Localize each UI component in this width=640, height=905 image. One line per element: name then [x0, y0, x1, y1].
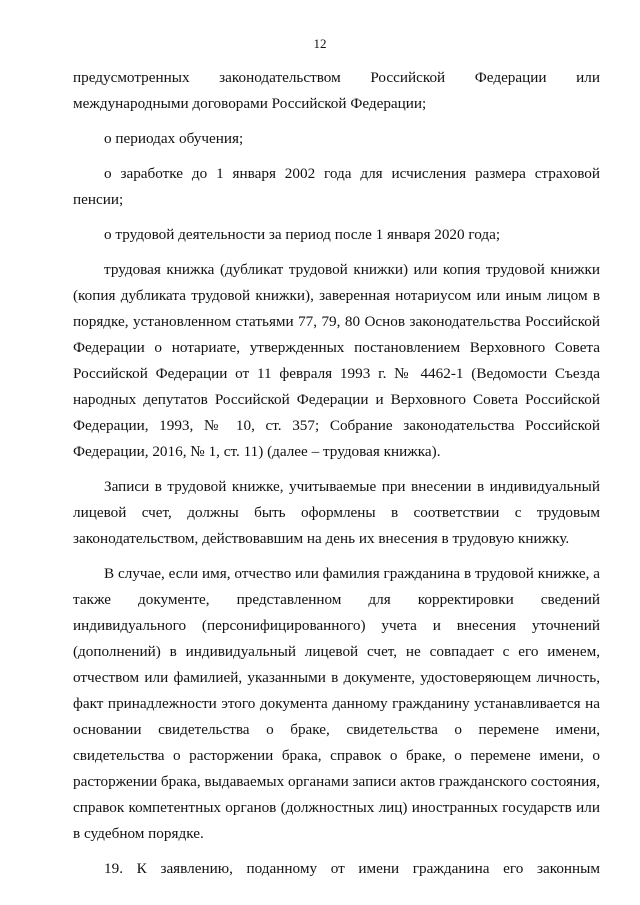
paragraph-name-mismatch: В случае, если имя, отчество или фамилия гражданина в трудовой книжке, а также документе, представленном для корректировки сведений индивидуального (персонифицированного) учета и внесения уточнений (дополнений) в индивидуальный лицевой счет, не совпадает с его именем, отчеством или фамилией, указанными в документе, удостоверяющем личность, факт принадлежности этого документа данному гражданину устанавливается на основании свидетельства о браке, свидетельства о перемене имени, свидетельства о расторжении брака, справок о браке, о перемене имени, о расторжении брака, выдаваемых органами записи актов гражданского состояния, справок компетентных органов (должностных лиц) иностранных государств или в судебном порядке.: [73, 565, 600, 842]
page-number: 12: [313, 36, 327, 51]
paragraph-work-book-records: Записи в трудовой книжке, учитываемые при внесении в индивидуальный лицевой счет, должны быть оформлены в соответствии с трудовым законодательством, действовавшим на день их внесения в трудовую книжку.: [73, 478, 600, 547]
paragraph-work-book: трудовая книжка (дубликат трудовой книжки) или копия трудовой книжки (копия дубликата трудовой книжки), заверенная нотариусом или иным лицом в порядке, установленном статьями 77, 79, 80 Основ законодательства Российской Федерации о нотариате, утвержденных постановлением Верховного Совета Российской Федерации от 11 февраля 1993 г. № 4462-1 (Ведомости Съезда народных депутатов Российской Федерации и Верховного Совета Российской Федерации, 1993, № 10, ст. 357; Собрание законодательства Российской Федерации, 2016, № 1, ст. 11) (далее – трудовая книжка).: [73, 261, 600, 460]
document-body: [73, 65, 600, 891]
paragraph-labor-activity-2020: о трудовой деятельности за период после 1 января 2020 года;: [104, 226, 501, 243]
paragraph-study-periods: о периодах обучения;: [104, 130, 244, 147]
paragraph-item-19: 19. К заявлению, поданному от имени гражданина его законным: [104, 860, 600, 877]
paragraph-continuation: предусмотренных законодательством Российской Федерации или международными договорами Российской Федерации;: [73, 69, 600, 112]
paragraph-earnings-2002: о заработке до 1 января 2002 года для исчисления размера страховой пенсии;: [73, 165, 600, 208]
